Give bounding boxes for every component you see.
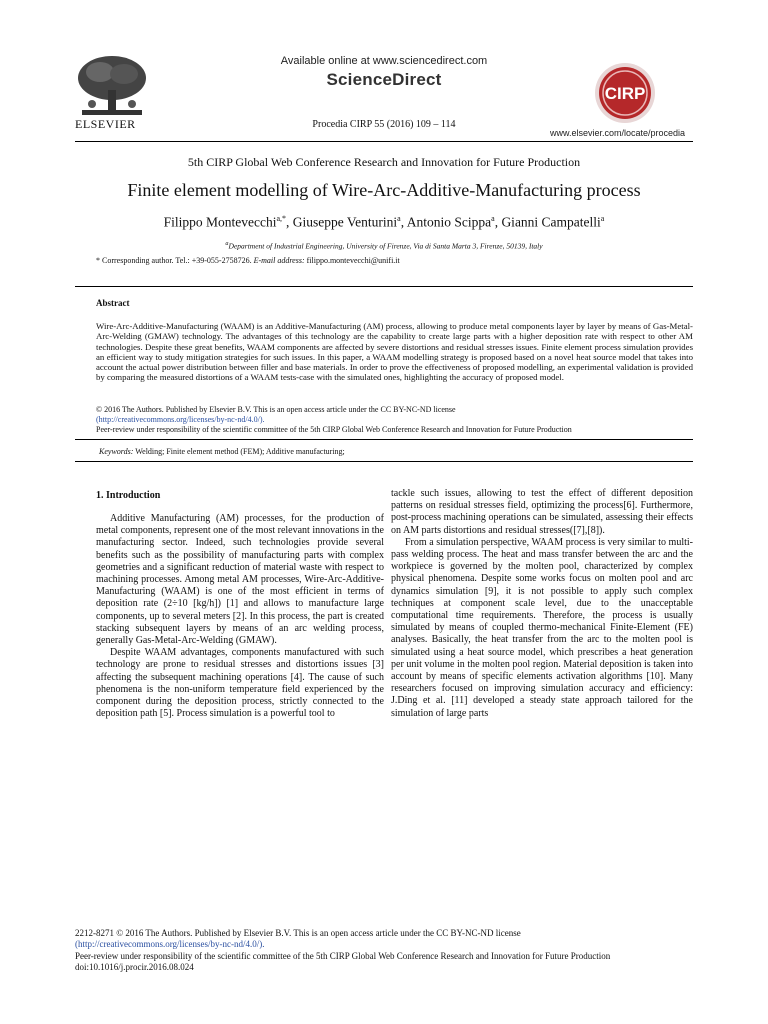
paper-title: Finite element modelling of Wire-Arc-Additive-Manufacturing process — [127, 180, 641, 200]
email-label: E-mail address: — [253, 256, 305, 265]
footer-peer-review: Peer-review under responsibility of the scientific committee of the 5th CIRP Global Web Conference Research and Innovation for Future Production — [75, 950, 611, 961]
abstract-license — [96, 405, 696, 435]
footer-doi[interactable]: doi:10.1016/j.procir.2016.08.024 — [75, 962, 194, 973]
keywords — [99, 447, 689, 456]
author-1: Filippo Montevecchi — [163, 214, 277, 230]
author-2: Giuseppe Venturini — [292, 214, 398, 230]
elsevier-wordmark: ELSEVIER — [75, 117, 136, 131]
keywords-bottom-rule — [75, 461, 693, 462]
abstract-text: Wire-Arc-Additive-Manufacturing (WAAM) is an Additive-Manufacturing (AM) process, allowing to produce metal components layer by layer by means of Gas-Metal-Arc-Welding (GMAW) technology. The advantages of this technology are the capability to create large parts with a higher deposition rate with respect to other AM technologies. Despite these great benefits, WAAM components are affected by severe distortions and residual stresses issues. Finite element process simulation provides an efficient way to study mitigation strategies for such issues. In this paper, a WAAM modelling strategy is proposed based on a novel heat source model that takes into account the actual power distribution between filler and base materials. In order to prove the effectiveness of proposed modelling, an experimental validation is provided by comparing the measured distortions of a WAAM tests-case with the simulated ones, highlighting the accuracy of proposed model. — [96, 321, 693, 383]
affiliation-text: Department of Industrial Engineering, University of Firenze, Via di Santa Marta 3, Firenze, 50139, Italy — [228, 241, 543, 251]
corresponding-prefix: * Corresponding author. Tel.: +39-055-2758726. — [96, 256, 254, 265]
keywords-label: Keywords: — [99, 447, 134, 456]
footer-license-link[interactable]: (http://creativecommons.org/licenses/by-nc-nd/4.0/). — [75, 939, 265, 950]
affiliation — [0, 240, 768, 251]
sciencedirect-logo-text: ScienceDirect — [326, 70, 442, 89]
footer-issn-license: 2212-8271 © 2016 The Authors. Published by Elsevier B.V. This is an open access article under the CC BY-NC-ND license — [75, 928, 521, 938]
intro-paragraph-1: Additive Manufacturing (AM) processes, for the production of metal components, represent one of the most relevant innovations in the manufacturing sector. Indeed, such technologies provide several benefits such as the possibility of manufacturing parts with complex geometries and a significant reduction of material waste with respect to machining processes. Among metal AM processes, Wire-Arc-Additive-Manufacturing (WAAM) is one of the most efficient in terms of deposition rate (2÷10 [kg/h]) [1] and allows to manufacture large components, up to several meters [2]. In this process, the part is created stacking subsequent layers by means of an arc welding process, generally Gas-Metal-Arc-Welding (GMAW). — [96, 513, 384, 647]
intro-heading: 1. Introduction — [96, 490, 161, 501]
elsevier-tree-icon — [72, 52, 152, 118]
author-sep: , — [494, 214, 502, 230]
header-rule — [75, 141, 693, 142]
keywords-top-rule — [75, 439, 693, 440]
affiliation-sup: a — [225, 240, 229, 247]
author-sep: , — [286, 214, 293, 230]
intro-paragraph-2: Despite WAAM advantages, components manufactured with such technology are prone to residual stresses and distortions issues [3] affecting the subsequent machining operations [4]. The cause of such phenomena is the non-uniform temperature field experienced by the component during the deposition process, strictly connected to the deposition path [5]. Process simulation is a powerful tool to — [96, 647, 384, 720]
author-2-sup: a — [397, 214, 401, 223]
peer-review-line: Peer-review under responsibility of the scientific committee of the 5th CIRP Global Web Conference Research and Innovation for Future Production — [96, 425, 572, 434]
author-3-sup: a — [491, 214, 495, 223]
conference-name: 5th CIRP Global Web Conference Research and Innovation for Future Production — [187, 155, 581, 169]
author-4-sup: a — [600, 214, 605, 223]
abstract-top-rule — [75, 286, 693, 287]
author-3: Antonio Scippa — [406, 214, 492, 230]
author-4: Gianni Campatelli — [501, 214, 601, 230]
license-link[interactable]: (http://creativecommons.org/licenses/by-nc-nd/4.0/). — [96, 415, 265, 424]
email-address[interactable]: filippo.montevecchi@unifi.it — [304, 256, 400, 265]
authors-line — [0, 214, 768, 231]
right-column — [391, 488, 693, 720]
license-line: © 2016 The Authors. Published by Elsevier B.V. This is an open access article under the CC BY-NC-ND license — [96, 405, 456, 414]
journal-url: www.elsevier.com/locate/procedia — [550, 128, 686, 138]
journal-reference: Procedia CIRP 55 (2016) 109 – 114 — [312, 119, 456, 130]
footer — [75, 928, 695, 974]
left-column — [96, 513, 384, 720]
available-online-text: Available online at www.sciencedirect.com — [280, 55, 488, 67]
cirp-logo-text: CIRP — [604, 84, 646, 103]
author-1-sup: a,* — [276, 214, 287, 223]
cirp-logo-icon — [580, 60, 670, 130]
intro-paragraph-3: tackle such issues, allowing to test the effect of different deposition patterns on residual stresses field, optimizing the process[6]. Furthermore, post-process machining operations can be simulated, assessing their effects on AM parts distortions and residual stresses([7],[8]). — [391, 488, 693, 536]
abstract-heading: Abstract — [96, 298, 130, 308]
intro-paragraph-4: From a simulation perspective, WAAM process is very similar to multi-pass welding process. The heat and mass transfer between the arc and the workpiece is governed by the molten pool, characterized by complex physical phenomena. Despite some works focus on molten pool and arc dynamics simulation [9], it is not possible to apply such complex techniques at component scale level, due to the unacceptable computational time requirements. Therefore, the process is usually simulated by means of coupled thermo-mechanical Finite-Element (FE) analyses. Basically, the heat transfer from the arc to the molten pool is simulated using a heat source model, which prescribes a heat generation per unit volume in the molten pool region. Material deposition is taken into account by means of specific elements activation algorithms [10]. Many researchers focused on improving simulation accuracy and efficiency: J.Ding et al. [11] developed a steady state approach tailored for the simulation of large parts — [391, 536, 693, 719]
corresponding-author — [96, 256, 400, 265]
keywords-text: Welding; Finite element method (FEM); Additive manufacturing; — [133, 447, 345, 456]
author-sep: , — [400, 214, 407, 230]
